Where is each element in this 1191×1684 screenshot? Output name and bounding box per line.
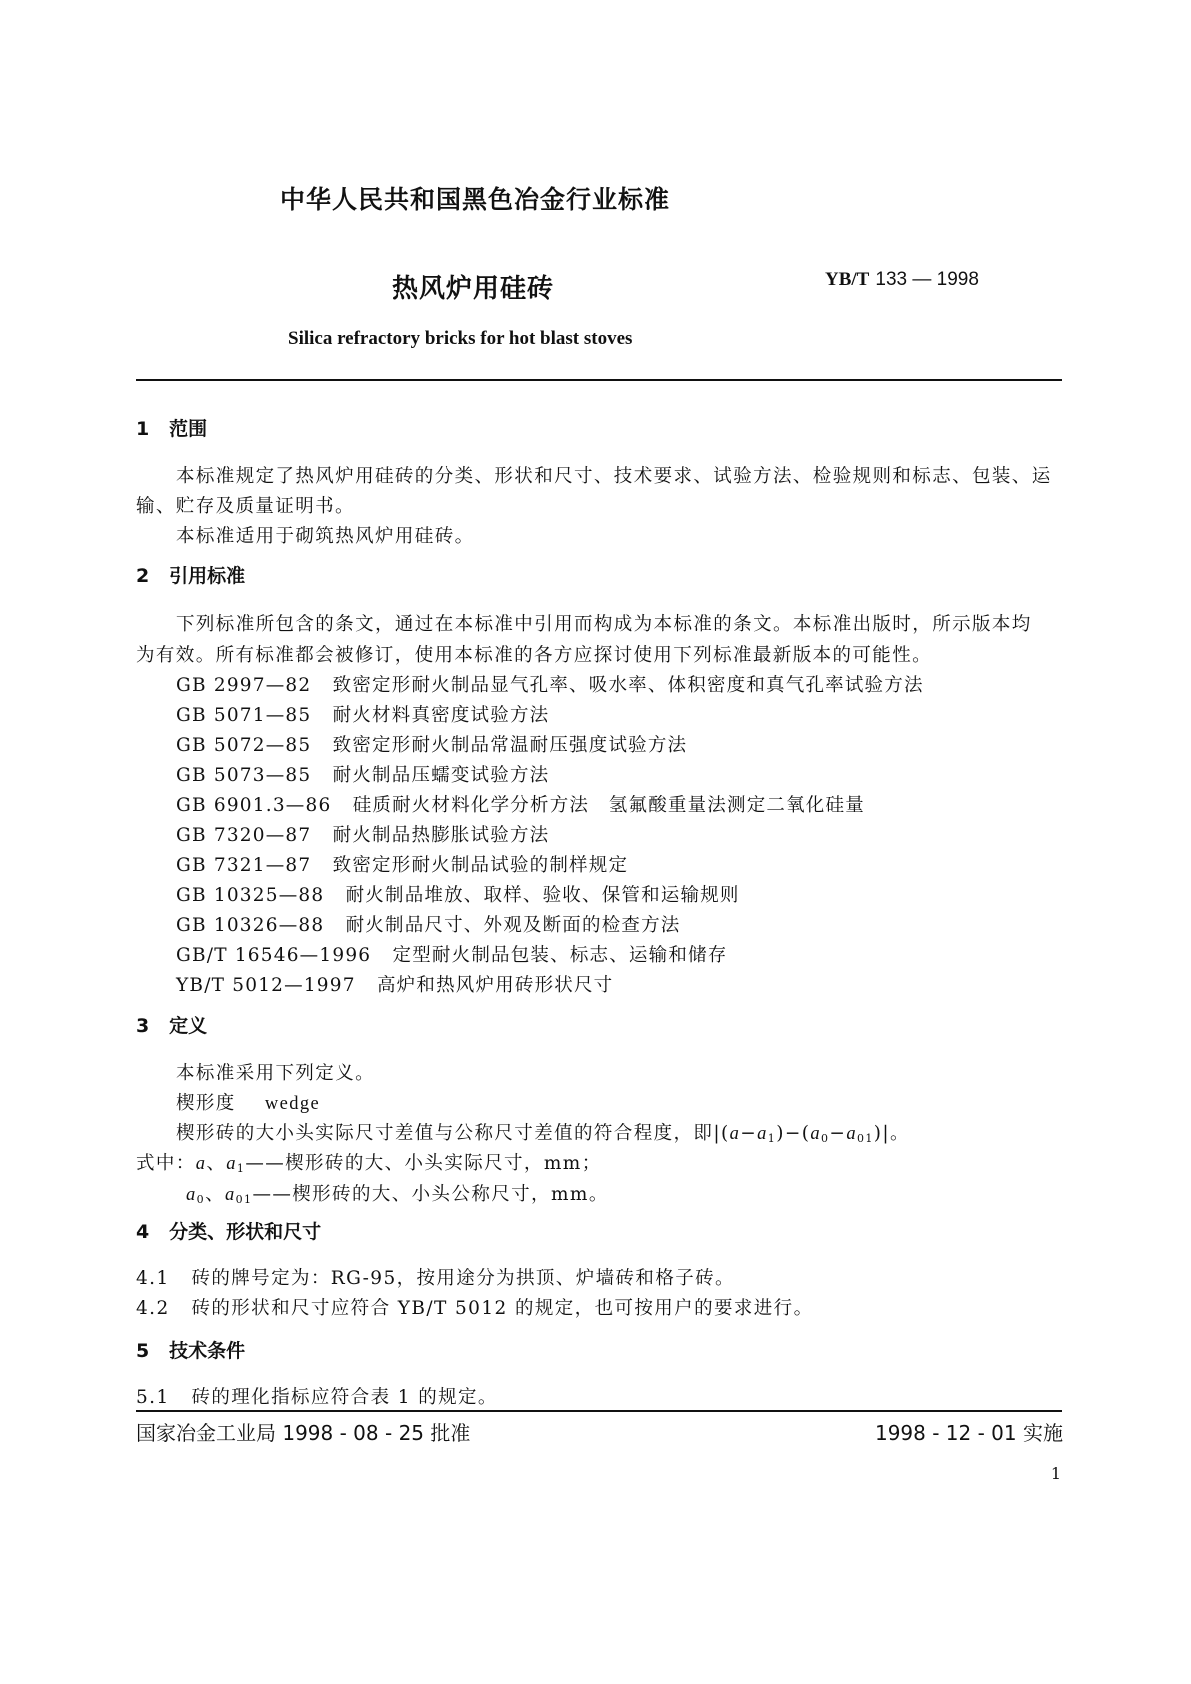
reference-title: 定型耐火制品包装、标志、运输和储存	[392, 945, 728, 966]
clause	[136, 1294, 813, 1320]
reference-item	[176, 701, 549, 727]
paragraph-line: 为有效。所有标准都会被修订，使用本标准的各方应探讨使用下列标准最新版本的可能性。	[136, 645, 933, 666]
section-5-heading	[136, 1336, 245, 1363]
where-line	[186, 1180, 609, 1206]
section-2-heading	[136, 561, 245, 588]
standard-code-number: 133 — 1998	[875, 269, 979, 290]
reference-item	[176, 761, 549, 787]
section-number: 2	[136, 565, 150, 587]
reference-item	[176, 851, 628, 877]
reference-item	[176, 911, 681, 937]
issuing-organization-title: 中华人民共和国黑色冶金行业标准	[280, 185, 671, 214]
reference-title: 高炉和热风炉用砖形状尺寸	[376, 975, 614, 996]
reference-title: 耐火制品尺寸、外观及断面的检查方法	[345, 915, 681, 936]
reference-code: GB 5071—85	[176, 705, 312, 726]
header-rule	[136, 379, 1062, 381]
definition-line	[176, 1119, 910, 1145]
page-number: 1	[1050, 1464, 1061, 1483]
reference-item	[176, 671, 924, 697]
section-title: 技术条件	[169, 1340, 246, 1362]
reference-item	[176, 791, 865, 817]
reference-title: 耐火制品热膨胀试验方法	[332, 825, 550, 846]
section-number: 5	[136, 1340, 150, 1362]
wedge-formula: $|(a-a_1)-(a_0-a_{01})|$。	[713, 1123, 910, 1145]
reference-title: 致密定形耐火制品常温耐压强度试验方法	[332, 735, 688, 756]
reference-item	[176, 881, 740, 907]
reference-code: GB 10325—88	[176, 885, 325, 906]
section-3-heading	[136, 1011, 207, 1038]
section-title: 定义	[169, 1015, 208, 1037]
document-title: 热风炉用硅砖	[392, 274, 555, 304]
term-line	[176, 1089, 320, 1115]
clause-text: 砖的牌号定为：RG-95，按用途分为拱顶、炉墙砖和格子砖。	[191, 1268, 735, 1289]
section-1-heading	[136, 414, 207, 441]
paragraph-line: 输、贮存及质量证明书。	[136, 496, 355, 517]
clause-number: 5.1	[136, 1387, 170, 1408]
reference-code: GB 2997—82	[176, 675, 312, 696]
where-line	[136, 1149, 602, 1175]
reference-title: 致密定形耐火制品显气孔率、吸水率、体积密度和真气孔率试验方法	[332, 675, 924, 696]
section-title: 范围	[169, 418, 208, 440]
section-number: 4	[136, 1221, 150, 1243]
reference-item	[176, 731, 687, 757]
paragraph-line: 下列标准所包含的条文，通过在本标准中引用而构成为本标准的条文。本标准出版时，所示版本均	[176, 614, 1032, 635]
reference-code: GB/T 16546—1996	[176, 945, 372, 966]
reference-title: 致密定形耐火制品试验的制样规定	[332, 855, 629, 876]
english-title: Silica refractory bricks for hot blast stoves	[288, 328, 633, 349]
where-prefix: 式中：	[136, 1153, 196, 1174]
standard-code-prefix: YB/T	[825, 269, 870, 290]
reference-item	[176, 941, 727, 967]
section-number: 3	[136, 1015, 150, 1037]
reference-title: 耐火材料真密度试验方法	[332, 705, 550, 726]
clause	[136, 1264, 735, 1290]
approval-date: 国家冶金工业局 1998 - 08 - 25 批准	[136, 1421, 471, 1445]
symbol-a0-a01: $a_0$、$a_{01}$	[186, 1184, 253, 1206]
where-description: ——楔形砖的大、小头公称尺寸，mm。	[252, 1184, 609, 1205]
standard-code	[825, 268, 979, 291]
paragraph: 本标准适用于砌筑热风炉用硅砖。	[176, 526, 475, 547]
reference-item	[176, 821, 549, 847]
definition-text: 楔形砖的大小头实际尺寸差值与公称尺寸差值的符合程度，即	[176, 1123, 714, 1144]
reference-title: 耐火制品堆放、取样、验收、保管和运输规则	[345, 885, 740, 906]
section-number: 1	[136, 418, 150, 440]
reference-code: GB 7320—87	[176, 825, 312, 846]
section-title: 引用标准	[169, 565, 246, 587]
section-4-heading	[136, 1217, 321, 1244]
where-description: ——楔形砖的大、小头实际尺寸，mm；	[245, 1153, 602, 1174]
reference-code: GB 6901.3—86	[176, 795, 332, 816]
clause-text: 砖的形状和尺寸应符合 YB/T 5012 的规定，也可按用户的要求进行。	[191, 1298, 814, 1319]
reference-code: GB 5072—85	[176, 735, 312, 756]
footer-rule	[136, 1410, 1062, 1412]
clause-text: 砖的理化指标应符合表 1 的规定。	[191, 1387, 498, 1408]
clause-number: 4.1	[136, 1268, 170, 1289]
reference-title: 硅质耐火材料化学分析方法 氢氟酸重量法测定二氧化硅量	[352, 795, 865, 816]
reference-code: GB 10326—88	[176, 915, 325, 936]
reference-item	[176, 971, 613, 997]
section-title: 分类、形状和尺寸	[169, 1221, 322, 1243]
clause	[136, 1383, 498, 1409]
reference-code: GB 7321—87	[176, 855, 312, 876]
reference-title: 耐火制品压蠕变试验方法	[332, 765, 550, 786]
symbol-a-a1: a、$a_1$	[195, 1153, 246, 1175]
reference-code: GB 5073—85	[176, 765, 312, 786]
term-english: wedge	[264, 1094, 321, 1114]
term: 楔形度	[176, 1093, 236, 1114]
clause-number: 4.2	[136, 1298, 170, 1319]
reference-code: YB/T 5012—1997	[176, 975, 356, 996]
effective-date: 1998 - 12 - 01 实施	[874, 1421, 1063, 1445]
paragraph-line: 本标准规定了热风炉用硅砖的分类、形状和尺寸、技术要求、试验方法、检验规则和标志、包装、运	[176, 466, 1052, 487]
paragraph: 本标准采用下列定义。	[176, 1063, 376, 1084]
